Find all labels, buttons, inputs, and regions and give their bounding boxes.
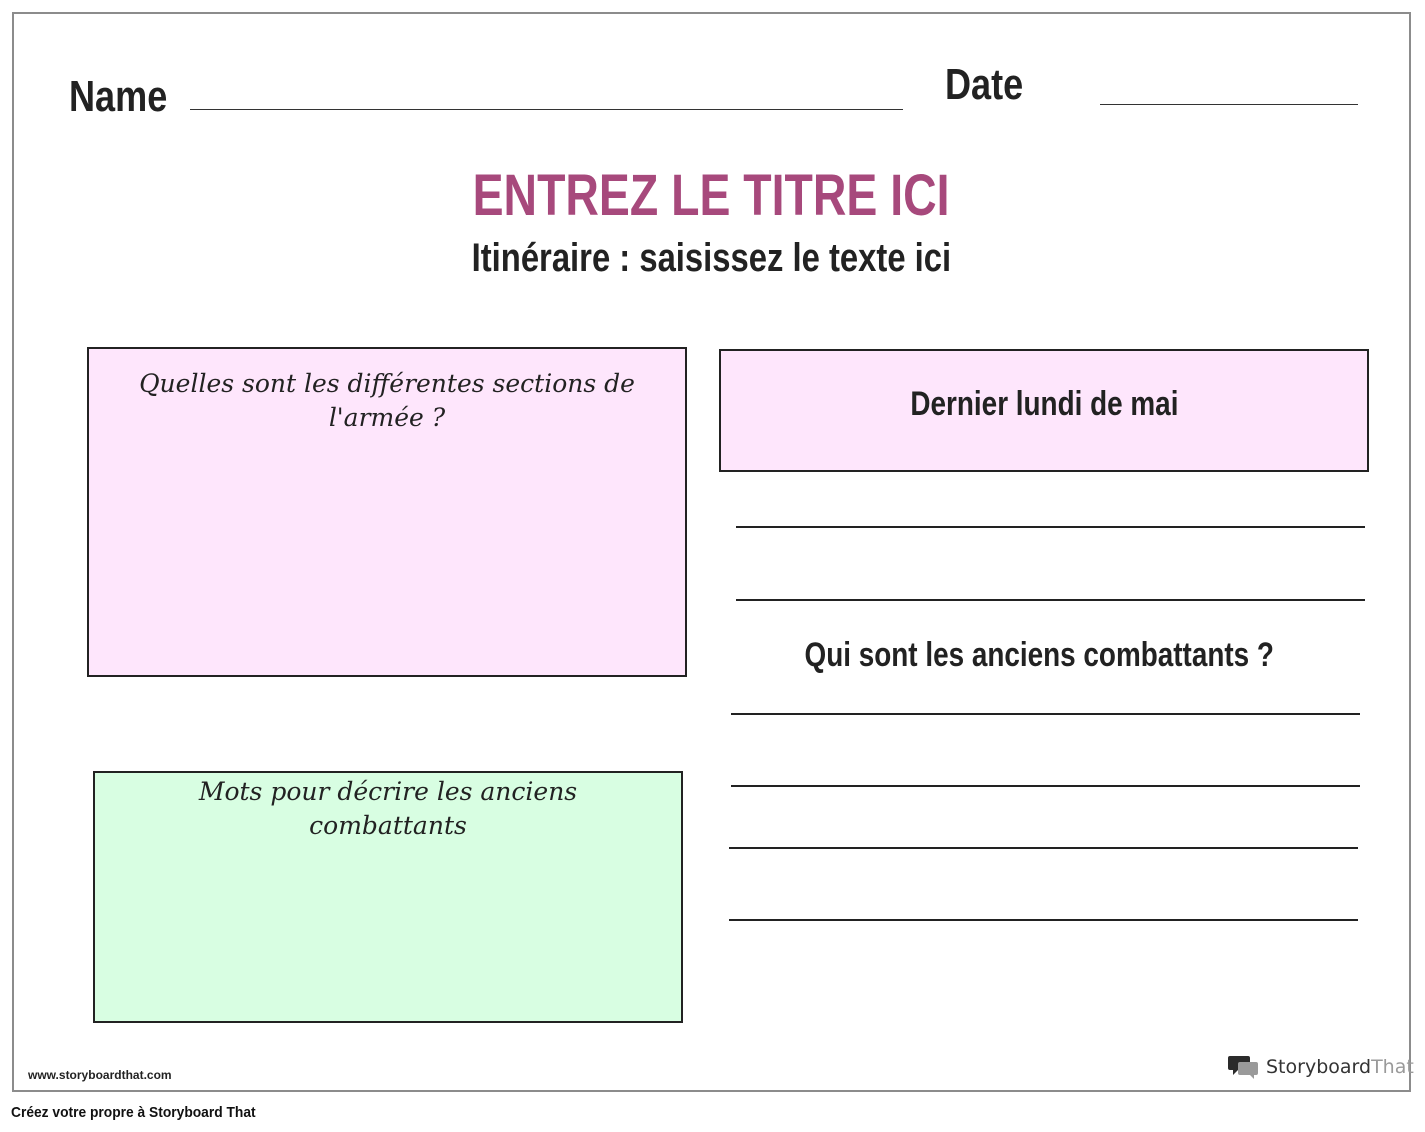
writing-line-2[interactable] xyxy=(736,599,1365,601)
worksheet-title xyxy=(14,162,1409,229)
footer-url: www.storyboardthat.com xyxy=(28,1068,172,1082)
name-line[interactable] xyxy=(190,109,903,110)
worksheet-subtitle-text: Itinéraire : saisissez le texte ici xyxy=(471,236,952,280)
writing-line-5[interactable] xyxy=(729,847,1358,849)
memorial-day-label-text: Dernier lundi de mai xyxy=(909,385,1179,423)
date-line[interactable] xyxy=(1100,104,1358,105)
veterans-question-text: Qui sont les anciens combattants ? xyxy=(804,636,1274,674)
logo-text-bold: Storyboard xyxy=(1266,1056,1372,1078)
veteran-words-box[interactable] xyxy=(93,771,683,1023)
army-sections-prompt: Quelles sont les différentes sections de l'armée ? xyxy=(139,369,635,432)
page-caption: Créez votre propre à Storyboard That xyxy=(11,1104,256,1121)
writing-line-3[interactable] xyxy=(731,713,1360,715)
memorial-day-label xyxy=(721,385,1367,424)
date-label: Date xyxy=(945,60,1024,109)
worksheet xyxy=(12,12,1414,1092)
logo-text xyxy=(1266,1056,1414,1078)
worksheet-subtitle xyxy=(14,236,1409,281)
writing-line-6[interactable] xyxy=(729,919,1358,921)
writing-line-1[interactable] xyxy=(736,526,1365,528)
veterans-question xyxy=(714,636,1364,675)
memorial-day-box xyxy=(719,349,1369,472)
army-sections-box[interactable] xyxy=(87,347,687,677)
veteran-words-prompt: Mots pour décrire les anciens combattants xyxy=(198,777,578,840)
name-label: Name xyxy=(69,72,168,121)
speech-bubbles-icon xyxy=(1228,1054,1260,1080)
writing-line-4[interactable] xyxy=(731,785,1360,787)
worksheet-title-text: ENTREZ LE TITRE ICI xyxy=(473,163,950,228)
logo-text-light: That xyxy=(1371,1056,1414,1078)
storyboardthat-logo xyxy=(1228,1054,1414,1080)
